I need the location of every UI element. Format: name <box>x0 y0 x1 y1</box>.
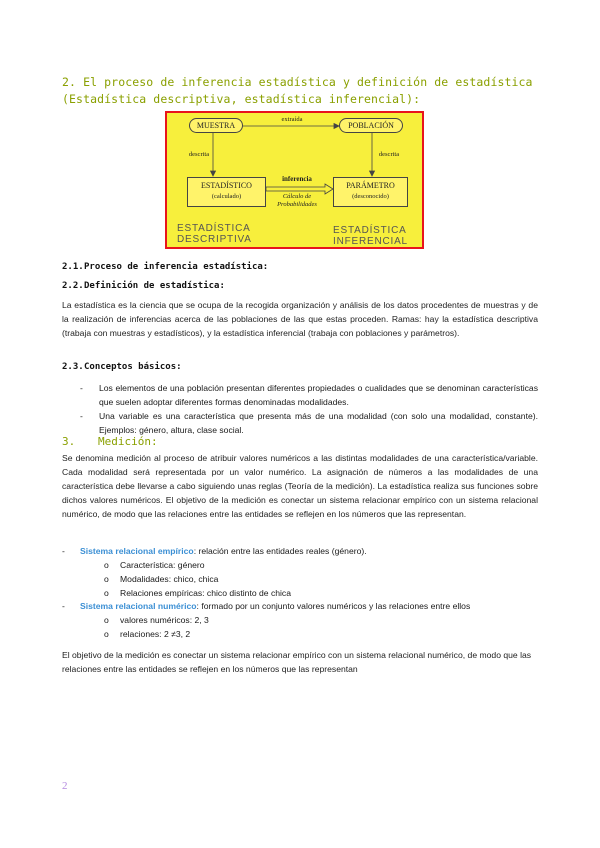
numerico-label: Sistema relacional numérico <box>80 601 197 611</box>
muestra-label: MUESTRA <box>196 121 236 130</box>
list-item <box>80 409 538 437</box>
section-2-1-number: 2.1. <box>62 262 84 272</box>
section-2-3-number: 2.3. <box>62 362 84 372</box>
sub-item-text: valores numéricos: 2, 3 <box>120 615 209 625</box>
section-2-3-title: Conceptos básicos: <box>84 362 182 372</box>
descriptiva-line-1: ESTADÍSTICA <box>177 223 251 234</box>
circle-bullet: o <box>104 588 109 598</box>
poblacion-box <box>339 118 403 133</box>
bullet-dash: - <box>62 601 65 611</box>
sub-list-item <box>104 558 205 572</box>
estadistico-box <box>187 177 266 207</box>
sub-list-item <box>104 627 190 641</box>
circle-bullet: o <box>104 615 109 625</box>
numerico-text: : formado por un conjunto valores numéricos y las relaciones entre ellos <box>196 601 471 611</box>
descrita-right-label: descrita <box>378 151 400 158</box>
section-2-1-title: Proceso de inferencia estadística: <box>84 262 269 272</box>
list-item-numerico <box>62 599 470 613</box>
estadistico-label: ESTADÍSTICO <box>201 181 252 190</box>
section-3-heading <box>62 435 158 448</box>
page-number: 2 <box>62 780 68 792</box>
section-2-3-heading <box>62 362 182 372</box>
estadistica-definition: La estadística es la ciencia que se ocupa de la recogida organización y análisis de los datos procedentes de muestras y de la realización de inferencias acerca de las poblaciones de las que estas proceden. Ramas: hay la estadística descriptiva (trabaja con muestras y estadísticos), y la estadística inferencial (trabaja con poblaciones y parámetros). <box>62 300 538 339</box>
descrita-left-label: descrita <box>188 151 210 158</box>
calculo-label-1: Cálculo de <box>282 193 312 200</box>
list-item-empirico <box>62 544 367 558</box>
section-2-2-number: 2.2. <box>62 281 84 291</box>
descriptiva-line-2: DESCRIPTIVA <box>177 234 252 245</box>
calculado-label: (calculado) <box>211 193 242 200</box>
sub-item-text: Modalidades: chico, chica <box>120 574 219 584</box>
inference-diagram <box>165 111 424 249</box>
section-2-2-title: Definición de estadística: <box>84 281 225 291</box>
circle-bullet: o <box>104 629 109 639</box>
sub-item-text: Característica: género <box>120 560 205 570</box>
medicion-paragraph: Se denomina medición al proceso de atribuir valores numéricos a las distintas modalidades de una característica/variable. Cada modalidad será representada por un valor numérico. La asignación de números a las modalidades de una característica debe llevarse a cabo siguiendo unas reglas (Teoría de la medición). La estadística realiza sus funciones sobre dichos valores numéricos. El objetivo de la medición es conectar un sistema relacionar empírico con un sistema relacional numérico, de modo que las relaciones entre las entidades se reflejen en los números que las representan. <box>62 453 538 520</box>
desconocido-label: (desconocido) <box>352 193 389 200</box>
section-3-number: 3. <box>62 435 76 448</box>
sub-item-text: relaciones: 2 ≠3, 2 <box>120 629 191 639</box>
circle-bullet: o <box>104 574 109 584</box>
bullet-dash: - <box>80 411 83 421</box>
empirico-label: Sistema relacional empírico <box>80 546 194 556</box>
extraida-label: extraída <box>281 116 303 123</box>
estadistica-descriptiva-caption <box>177 223 252 245</box>
section-2-heading: 2. El proceso de inferencia estadística y definición de estadística (Estadística descriptiva, estadística inferencial): <box>62 75 533 106</box>
sub-list-item <box>104 572 218 586</box>
calculo-label-2: Probabilidades <box>277 201 317 208</box>
parametro-label: PARÁMETRO <box>346 181 395 190</box>
estadistica-inferencial-caption <box>333 225 408 247</box>
closing-paragraph: El objetivo de la medición es conectar un sistema relacionar empírico con un sistema relacional numérico, de modo que las relaciones entre las entidades se reflejen en los números que las representan <box>62 650 532 675</box>
empirico-text: : relación entre las entidades reales (género). <box>193 546 367 556</box>
parametro-box <box>333 177 408 207</box>
inferencia-label: inferencia <box>282 175 312 183</box>
section-2-1-heading <box>62 262 268 272</box>
bullet-dash: - <box>80 383 83 393</box>
bullet-text: Los elementos de una población presentan diferentes propiedades o cualidades que se denominan características que suelen adoptar diferentes formas denominadas modalidades. <box>99 383 538 408</box>
sub-list-item <box>104 586 291 600</box>
poblacion-label: POBLACIÓN <box>348 121 394 130</box>
sub-item-text: Relaciones empíricas: chico distinto de chica <box>120 588 292 598</box>
inferencial-line-1: ESTADÍSTICA <box>333 225 407 236</box>
bullet-dash: - <box>62 546 65 556</box>
bullet-text: Una variable es una característica que presenta más de una modalidad (con solo una modalidad, constante). Ejemplos: género, altura, clase social. <box>99 411 538 436</box>
section-2-2-heading <box>62 281 225 291</box>
section-3-title: Medición: <box>98 435 158 448</box>
sub-list-item <box>104 613 209 627</box>
muestra-box <box>189 118 243 133</box>
inferencial-line-2: INFERENCIAL <box>333 236 408 247</box>
circle-bullet: o <box>104 560 109 570</box>
list-item <box>80 381 538 409</box>
